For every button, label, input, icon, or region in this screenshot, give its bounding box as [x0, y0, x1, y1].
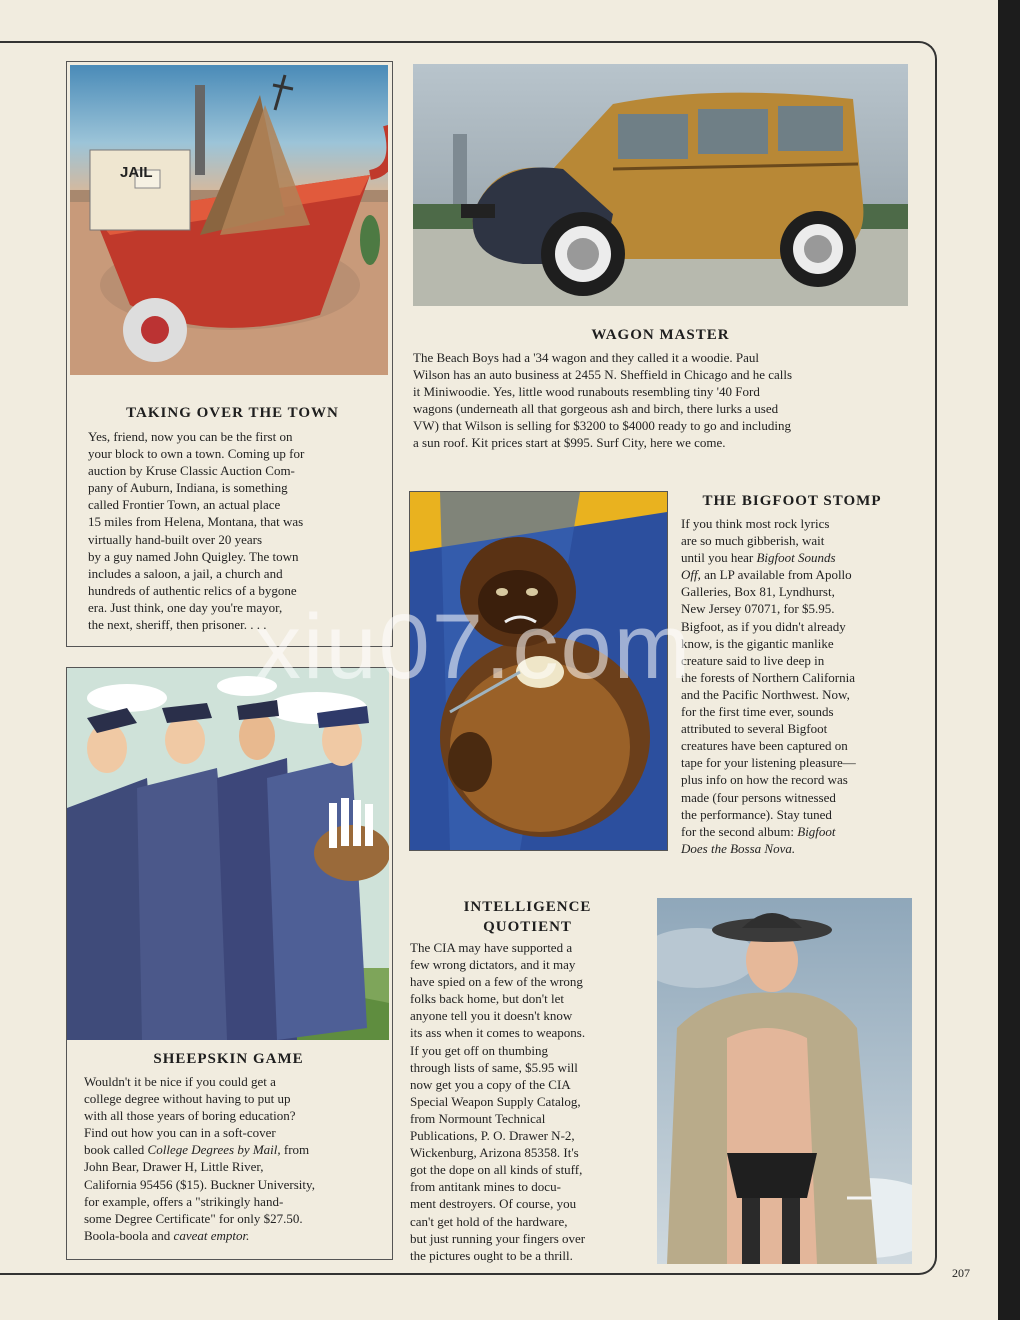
- sheepskin-title: SHEEPSKIN GAME: [153, 1051, 304, 1067]
- jail-sign-text: JAIL: [120, 164, 153, 181]
- page-rule-right: [935, 70, 937, 1240]
- bigfoot-line: If you think most rock lyrics: [681, 516, 830, 531]
- intelligence-title: [410, 897, 645, 937]
- bigfoot-body: [681, 515, 856, 857]
- intelligence-line: the pictures ought to be a thrill.: [410, 1247, 573, 1263]
- taking-over-line: pany of Auburn, Indiana, is something: [88, 480, 288, 496]
- taking-over-line: by a guy named John Quigley. The town: [88, 548, 299, 564]
- bigfoot-line: for the first time ever, sounds: [681, 704, 834, 720]
- intelligence-line: now get you a copy of the CIA: [410, 1076, 571, 1092]
- sheepskin-latin-phrase: caveat emptor.: [173, 1227, 250, 1243]
- page-rule-corner-top: [905, 41, 937, 73]
- taking-over-line: auction by Kruse Classic Auction Com-: [88, 463, 295, 479]
- bigfoot-album-title: Bigfoot Sounds: [756, 550, 836, 566]
- bigfoot-line: [681, 549, 856, 566]
- sheepskin-line: Find out how you can in a soft-cover: [84, 1125, 276, 1141]
- taking-over-line: era. Just think, one day you're mayor,: [88, 599, 283, 615]
- taking-over-title: TAKING OVER THE TOWN: [126, 405, 339, 421]
- intelligence-line: through lists of same, $5.95 will: [410, 1059, 578, 1075]
- bigfoot-line: creature said to live deep in: [681, 652, 825, 668]
- intelligence-line: anyone tell you it doesn't know: [410, 1008, 573, 1024]
- sheepskin-text: Boola-boola and: [84, 1227, 174, 1243]
- intelligence-line: got the dope on all kinds of stuff,: [410, 1162, 583, 1178]
- bigfoot-line: creatures have been captured on: [681, 738, 848, 754]
- bigfoot-second-album: Bigfoot: [797, 823, 836, 839]
- bigfoot-line: are so much gibberish, wait: [681, 533, 825, 549]
- woodie-wagon-photo: [413, 64, 908, 306]
- bigfoot-second-album-end: Does the Bossa Nova.: [681, 840, 796, 856]
- taking-over-line: the next, sheriff, then prisoner. . . .: [88, 617, 267, 633]
- bigfoot-text: an LP available from Apollo: [700, 567, 852, 583]
- intelligence-line: from antitank mines to docu-: [410, 1179, 561, 1195]
- bigfoot-title: THE BIGFOOT STOMP: [702, 493, 882, 509]
- intelligence-line: If you get off on thumbing: [410, 1042, 549, 1058]
- sheepskin-line: some Degree Certificate" for only $27.50.: [84, 1210, 303, 1226]
- intelligence-title-line2: QUOTIENT: [483, 919, 572, 935]
- bigfoot-line: know, is the gigantic manlike: [681, 635, 834, 651]
- sheepskin-text: book called: [84, 1142, 148, 1158]
- bigfoot-line: plus info on how the record was: [681, 772, 848, 788]
- bigfoot-line: attributed to several Bigfoot: [681, 721, 828, 737]
- bigfoot-line: the performance). Stay tuned: [681, 806, 832, 822]
- sheepskin-body: [84, 1073, 315, 1244]
- intelligence-title-line1: INTELLIGENCE: [463, 899, 592, 915]
- bigfoot-text: for the second album:: [681, 823, 798, 839]
- intelligence-body: [410, 939, 585, 1264]
- bigfoot-line: Galleries, Box 81, Lyndhurst,: [681, 584, 835, 600]
- sheepskin-line: college degree without having to put up: [84, 1091, 291, 1107]
- page-rule-bottom: [0, 1273, 915, 1275]
- intelligence-line: from Normount Technical: [410, 1110, 546, 1126]
- intelligence-line: ment destroyers. Of course, you: [410, 1196, 577, 1212]
- page-number: 207: [952, 1266, 970, 1280]
- wheelbarrow-town-illustration: [70, 65, 388, 375]
- wagon-master-line: a sun roof. Kit prices start at $995. Surf City, here we come.: [413, 435, 726, 451]
- taking-over-line: virtually hand-built over 20 years: [88, 531, 263, 547]
- trenchcoat-model-photo: [657, 898, 912, 1264]
- bigfoot-line: [681, 823, 856, 840]
- wagon-master-line: Wilson has an auto business at 2455 N. Sheffield in Chicago and he calls: [413, 367, 793, 383]
- bigfoot-line: [681, 566, 856, 583]
- taking-over-line: 15 miles from Helena, Montana, that was: [88, 514, 304, 530]
- intelligence-line: Wickenburg, Arizona 85358. It's: [410, 1145, 579, 1161]
- intelligence-line: The CIA may have supported a: [410, 940, 573, 955]
- bigfoot-album-title-end: Off,: [681, 567, 701, 583]
- page-rule-top: [0, 41, 915, 43]
- intelligence-line: folks back home, but don't let: [410, 991, 564, 1007]
- taking-over-line: called Frontier Town, an actual place: [88, 497, 281, 513]
- bigfoot-line: tape for your listening pleasure—: [681, 755, 856, 771]
- sheepskin-line: [84, 1227, 315, 1244]
- wagon-master-line: it Miniwoodie. Yes, little wood runabouts resembling tiny '40 Ford: [413, 384, 760, 400]
- intelligence-line: can't get hold of the hardware,: [410, 1213, 568, 1229]
- taking-over-line: your block to own a town. Coming up for: [88, 446, 305, 462]
- sheepskin-line: for example, offers a "strikingly hand-: [84, 1193, 284, 1209]
- sheepskin-text: from: [280, 1142, 310, 1158]
- intelligence-line: Publications, P. O. Drawer N-2,: [410, 1128, 575, 1144]
- sheepskin-line: John Bear, Drawer H, Little River,: [84, 1159, 264, 1175]
- bigfoot-line: Bigfoot, as if you didn't already: [681, 618, 846, 634]
- bigfoot-line: and the Pacific Northwest. Now,: [681, 686, 850, 702]
- sheepskin-line: California 95456 ($15). Buckner University,: [84, 1176, 315, 1192]
- bigfoot-text: until you hear: [681, 550, 757, 566]
- watermark: xiu07.com: [255, 596, 693, 698]
- taking-over-line: includes a saloon, a jail, a church and: [88, 565, 283, 581]
- wagon-master-title: WAGON MASTER: [591, 327, 730, 343]
- taking-over-line: hundreds of authentic relics of a bygone: [88, 582, 297, 598]
- sheepskin-line: [84, 1141, 315, 1158]
- wagon-master-line: VW) that Wilson is selling for $3200 to $4000 ready to go and including: [413, 418, 791, 434]
- wagon-master-line: The Beach Boys had a '34 wagon and they called it a woodie. Paul: [413, 350, 760, 365]
- intelligence-line: but just running your fingers over: [410, 1230, 586, 1246]
- sheepskin-line: with all those years of boring education?: [84, 1108, 296, 1124]
- intelligence-line: have spied on a few of the wrong: [410, 974, 583, 990]
- bigfoot-line: New Jersey 07071, for $5.95.: [681, 601, 835, 617]
- graduation-cartoon: [67, 668, 389, 1040]
- intelligence-line: few wrong dictators, and it may: [410, 957, 576, 973]
- sheepskin-book-title: College Degrees by Mail,: [147, 1142, 281, 1158]
- bigfoot-line: made (four persons witnessed: [681, 789, 836, 805]
- intelligence-line: Special Weapon Supply Catalog,: [410, 1093, 581, 1109]
- bigfoot-line: [681, 840, 856, 857]
- taking-over-line: Yes, friend, now you can be the first on: [88, 429, 293, 444]
- intelligence-line: its ass when it comes to weapons.: [410, 1025, 586, 1041]
- wagon-master-line: wagons (underneath all that gorgeous ash and birch, there lurks a used: [413, 401, 779, 417]
- sheepskin-line: Wouldn't it be nice if you could get a: [84, 1074, 276, 1089]
- wagon-master-body: [413, 349, 792, 452]
- bigfoot-line: the forests of Northern California: [681, 669, 856, 685]
